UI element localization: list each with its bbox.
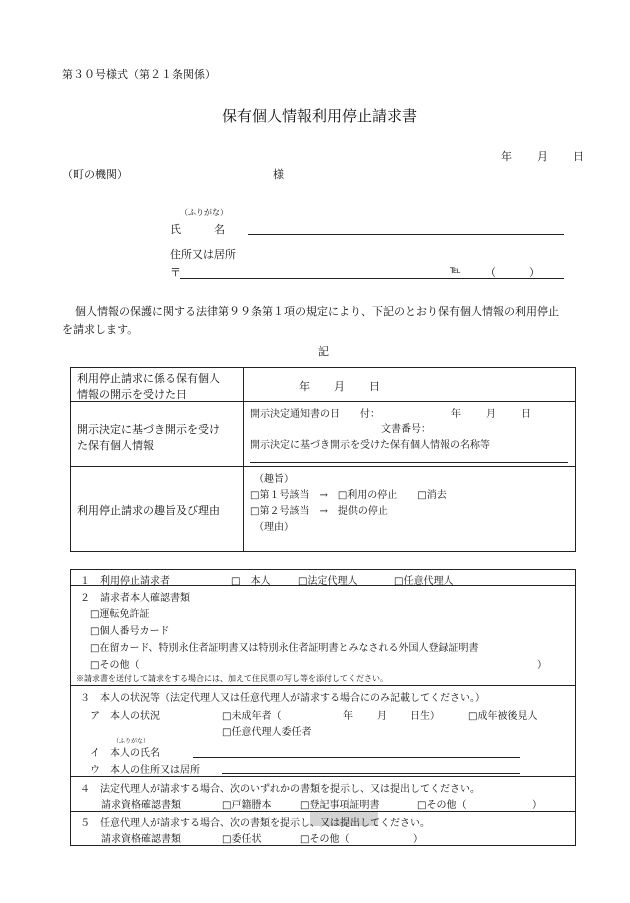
address-label: 住所又は居所	[170, 248, 236, 261]
date-month: 月	[537, 150, 548, 163]
form-number: 第３０号様式（第２１条関係）	[62, 68, 216, 81]
row1-label-1: 利用停止請求に係る保有個人	[77, 372, 220, 385]
doc-number-label: 文書番号：	[381, 424, 431, 435]
principal-name-field[interactable]	[193, 757, 520, 758]
furigana-label: （ふりがな）	[180, 208, 228, 217]
s2-item-residence-card[interactable]: □在留カード、特別永住者証明書又は特別永住者証明書とみなされる外国人登録証明書	[90, 643, 479, 654]
purpose-label: （趣旨）	[254, 474, 294, 485]
notice-date-label: 開示決定通知書の日 付：	[250, 409, 380, 420]
s4-title: ４ 法定代理人が請求する場合、次のいずれかの書類を提示し、又は提出してください。	[80, 784, 480, 795]
table-divider	[243, 367, 244, 552]
name-field[interactable]	[248, 234, 564, 235]
s5-title-part-a: ５ 任意代理人が請求する場合、次の書類を	[80, 818, 280, 829]
s3-adult-ward-option[interactable]: □成年被後見人	[468, 711, 538, 722]
info-name-field[interactable]	[250, 462, 568, 463]
article2-option[interactable]: □第２号該当 → 提供の停止	[250, 506, 388, 517]
s2-title: ２ 請求者本人確認書類	[80, 593, 190, 604]
row3-label: 利用停止請求の趣旨及び理由	[77, 504, 220, 517]
row1-day: 日	[369, 380, 380, 393]
name-label-2: 名	[214, 223, 225, 236]
article1-option[interactable]: □第１号該当 → □利用の停止 □消去	[250, 490, 447, 501]
s3-minor-option[interactable]: □未成年者（	[222, 711, 282, 722]
s2-item-license[interactable]: □運転免許証	[90, 609, 150, 620]
s2-note: ※請求書を送付して請求をする場合には、加えて住民票の写し等を添付してください。	[76, 674, 388, 683]
s5-opt-other[interactable]: □その他（	[300, 834, 350, 845]
s4-opt-other[interactable]: □その他（	[417, 800, 467, 811]
row1-year: 年	[299, 380, 310, 393]
reason-label: （理由）	[254, 522, 294, 533]
addressee-sama: 様	[273, 168, 284, 181]
row2-year: 年	[451, 409, 461, 420]
s5-title-part-b: 提示し、又は	[280, 818, 340, 829]
postal-mark: 〒	[170, 266, 181, 279]
date-year: 年	[501, 150, 512, 163]
ki-label: 記	[318, 345, 329, 358]
s1-label: １ 利用停止請求者	[80, 576, 170, 587]
row2-day: 日	[521, 409, 531, 420]
addressee-org: （町の機関）	[62, 168, 128, 181]
s4-opt-registry-cert[interactable]: □登記事項証明書	[300, 800, 380, 811]
tel-label: ℡	[450, 265, 461, 276]
s3-birth-day: 日生）	[410, 711, 440, 722]
section-divider	[70, 685, 576, 686]
s3-birth-year: 年	[343, 711, 353, 722]
intro-line-2: を請求します。	[62, 323, 139, 336]
s2-other-close: ）	[537, 660, 547, 671]
s3-u-label: ウ 本人の住所又は居所	[90, 765, 200, 776]
s3-birth-month: 月	[377, 711, 387, 722]
row1-label-2: 情報の開示を受けた日	[77, 388, 187, 401]
s1-opt-legal-agent[interactable]: □法定代理人	[298, 576, 358, 587]
date-day: 日	[573, 150, 584, 163]
tel-paren: （ ）	[485, 266, 540, 279]
row2-label-2: た保有個人情報	[77, 439, 154, 452]
page-title: 保有個人情報利用停止請求書	[222, 107, 418, 125]
s5-title-a	[80, 814, 430, 829]
s3-agent-principal-option[interactable]: □任意代理人委任者	[222, 727, 312, 738]
s4-other-close: ）	[532, 800, 542, 811]
s5-opt-power-of-attorney[interactable]: □委任状	[222, 834, 262, 845]
s5-other-close: ）	[413, 834, 423, 845]
s4-doc-label: 請求資格確認書類	[101, 800, 181, 811]
row2-month: 月	[486, 409, 496, 420]
intro-line-1: 個人情報の保護に関する法律第９９条第１項の規定により、下記のとおり保有個人情報の利用停止	[75, 305, 559, 318]
section-divider	[70, 776, 576, 777]
table-row-divider	[70, 466, 576, 467]
s5-title-part-c: 提出してください。	[340, 818, 430, 829]
s2-item-other[interactable]: □その他（	[90, 660, 140, 671]
s3-furigana: （ふりがな）	[113, 738, 150, 745]
s3-title: ３ 本人の状況等（法定代理人又は任意代理人が請求する場合にのみ記載してください。）	[80, 693, 485, 704]
row1-month: 月	[334, 380, 345, 393]
s2-item-mynumber[interactable]: □個人番号カード	[90, 626, 170, 637]
s4-opt-family-register[interactable]: □戸籍謄本	[222, 800, 272, 811]
info-name-label: 開示決定に基づき開示を受けた保有個人情報の名称等	[250, 440, 490, 451]
row2-label-1: 開示決定に基づき開示を受け	[77, 423, 220, 436]
s5-doc-label: 請求資格確認書類	[101, 834, 181, 845]
principal-address-field[interactable]	[222, 773, 520, 774]
s3-a-label: ア 本人の状況	[90, 711, 160, 722]
s3-i-label: イ 本人の氏名	[90, 748, 160, 759]
s1-opt-self[interactable]: □ 本人	[231, 576, 271, 587]
s1-opt-voluntary-agent[interactable]: □任意代理人	[394, 576, 454, 587]
name-label-1: 氏	[170, 223, 181, 236]
